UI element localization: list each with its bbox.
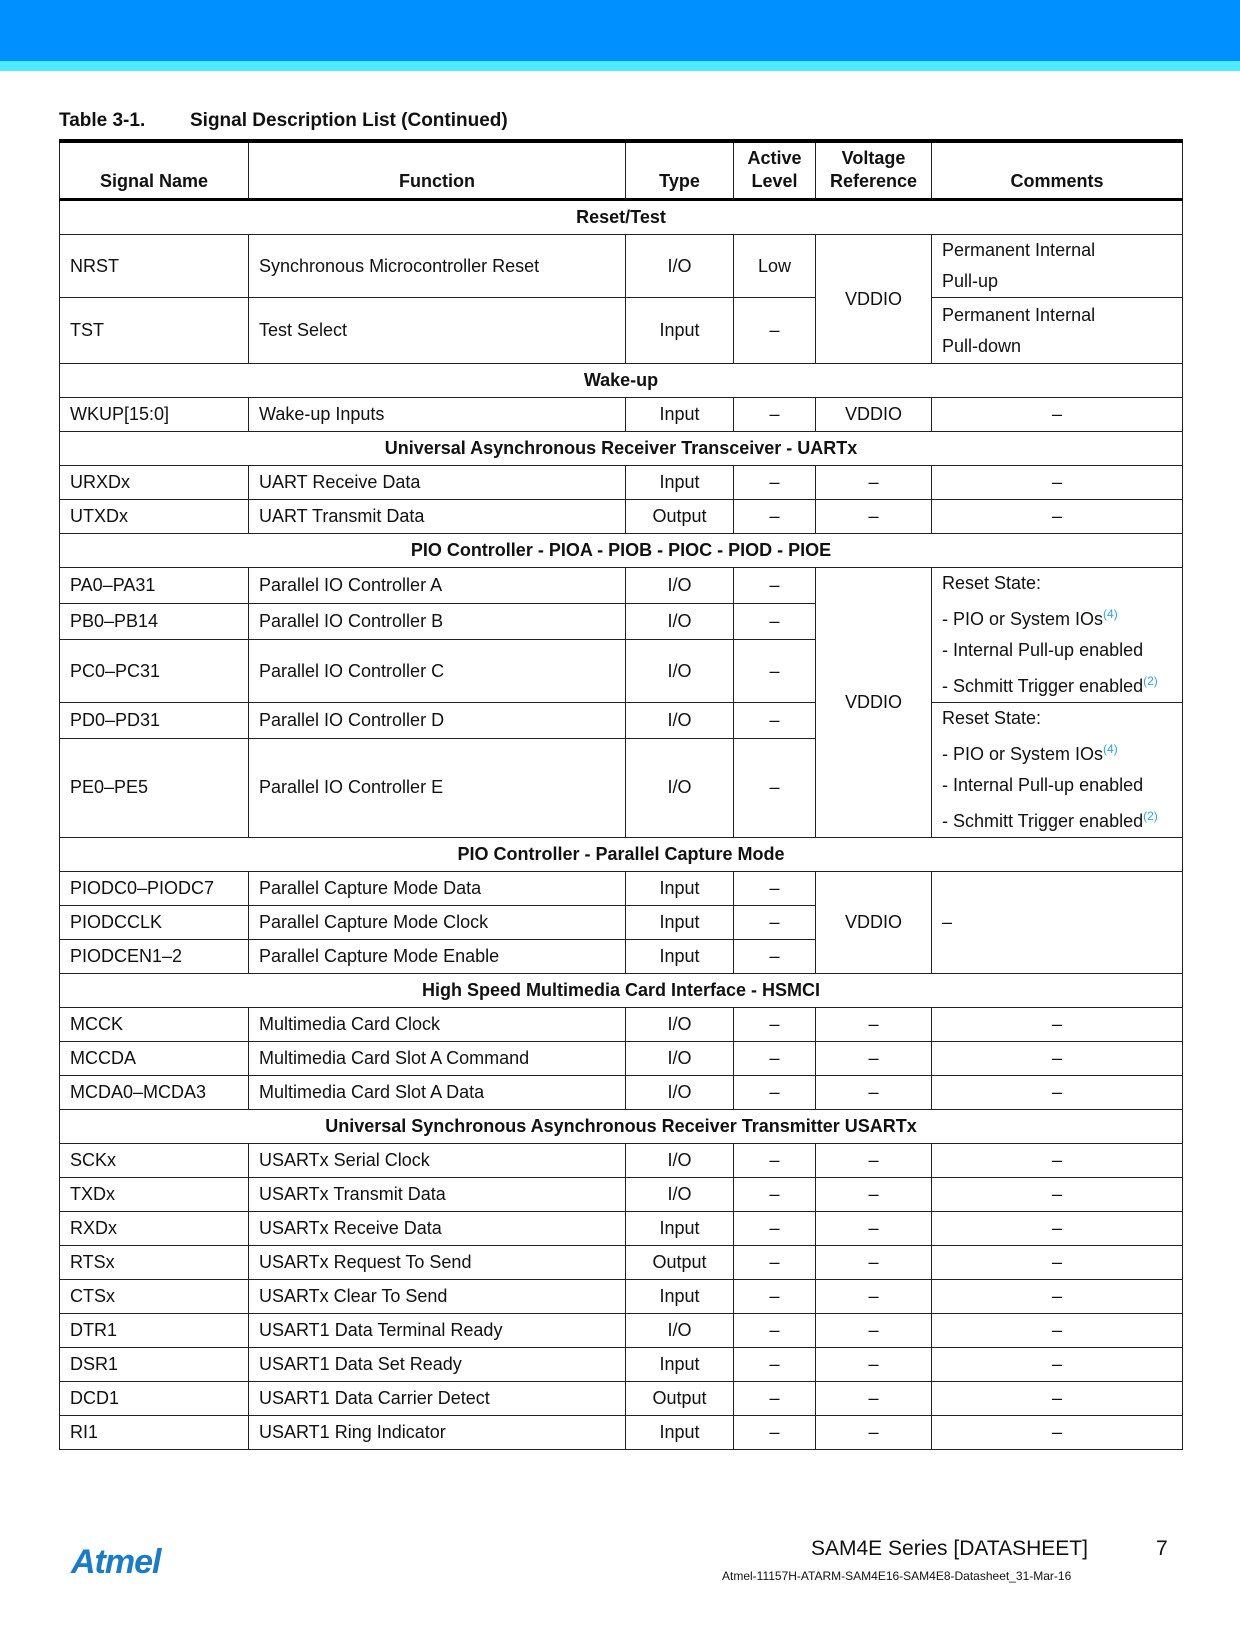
signal-name: RXDx [60, 1212, 249, 1246]
active-level: – [734, 1348, 816, 1382]
table-row [60, 1008, 1183, 1042]
voltage-reference: VDDIO [816, 398, 932, 432]
comments: – [932, 1382, 1183, 1416]
type: Input [626, 1212, 734, 1246]
active-level: – [734, 398, 816, 432]
section-row [60, 432, 1183, 466]
function: Parallel Capture Mode Data [249, 872, 626, 906]
function: USARTx Receive Data [249, 1212, 626, 1246]
section-title: PIO Controller - Parallel Capture Mode [60, 838, 1183, 872]
type: I/O [626, 1076, 734, 1110]
table-caption [59, 110, 508, 132]
table-row [60, 235, 1183, 298]
comment-line: - Internal Pull-up enabled [942, 640, 1144, 660]
table-row [60, 1382, 1183, 1416]
type: Input [626, 872, 734, 906]
function: Parallel IO Controller A [249, 568, 626, 604]
signal-name: RTSx [60, 1246, 249, 1280]
table-row [60, 1178, 1183, 1212]
function: Test Select [249, 298, 626, 364]
active-level: – [734, 1008, 816, 1042]
function: UART Receive Data [249, 466, 626, 500]
signal-name: PE0–PE5 [60, 738, 249, 837]
section-title: Universal Asynchronous Receiver Transceiver - UARTx [60, 432, 1183, 466]
signal-name: DSR1 [60, 1348, 249, 1382]
active-level: – [734, 1246, 816, 1280]
header-vref-2: Reference [829, 171, 918, 191]
table-header-row [60, 141, 1183, 200]
section-row [60, 974, 1183, 1008]
comment-line: - Schmitt Trigger enabled [942, 676, 1144, 696]
section-title: Universal Synchronous Asynchronous Receiver Transmitter USARTx [60, 1110, 1183, 1144]
active-level: – [734, 1280, 816, 1314]
signal-name: PIODCCLK [60, 906, 249, 940]
voltage-reference: – [816, 1042, 932, 1076]
active-level: – [734, 738, 816, 837]
comments: – [932, 1314, 1183, 1348]
comment-line: - PIO or System IOs [942, 744, 1104, 764]
type: I/O [626, 568, 734, 604]
function: USART1 Data Carrier Detect [249, 1382, 626, 1416]
signal-name: MCDA0–MCDA3 [60, 1076, 249, 1110]
voltage-reference: VDDIO [816, 235, 932, 364]
comments: – [932, 1348, 1183, 1382]
table-row [60, 298, 1183, 364]
signal-name: NRST [60, 235, 249, 298]
header-comments: Comments [932, 141, 1183, 200]
type: I/O [626, 703, 734, 739]
signal-name: URXDx [60, 466, 249, 500]
comments: – [932, 1008, 1183, 1042]
signal-name: DTR1 [60, 1314, 249, 1348]
function: Parallel IO Controller D [249, 703, 626, 739]
table-row [60, 1144, 1183, 1178]
type: I/O [626, 1144, 734, 1178]
function: USARTx Request To Send [249, 1246, 626, 1280]
voltage-reference: – [816, 466, 932, 500]
signal-name: PB0–PB14 [60, 604, 249, 640]
comments: – [932, 1280, 1183, 1314]
voltage-reference: – [816, 1348, 932, 1382]
active-level: – [734, 906, 816, 940]
active-level: – [734, 1314, 816, 1348]
type: Input [626, 298, 734, 364]
comment-line: - Schmitt Trigger enabled [942, 811, 1144, 831]
active-level: – [734, 1178, 816, 1212]
section-title: Wake-up [60, 364, 1183, 398]
type: Input [626, 1416, 734, 1450]
header-signal-name: Signal Name [60, 141, 249, 200]
comments: – [932, 500, 1183, 534]
section-row [60, 534, 1183, 568]
signal-name: UTXDx [60, 500, 249, 534]
voltage-reference: – [816, 1212, 932, 1246]
table-row [60, 568, 1183, 604]
table-row [60, 1280, 1183, 1314]
type: Input [626, 906, 734, 940]
function: Multimedia Card Slot A Data [249, 1076, 626, 1110]
comments: – [932, 1246, 1183, 1280]
page-number: 7 [1156, 1537, 1168, 1560]
function: USART1 Data Set Ready [249, 1348, 626, 1382]
function: UART Transmit Data [249, 500, 626, 534]
comment-line: - Internal Pull-up enabled [942, 775, 1144, 795]
type: Output [626, 1246, 734, 1280]
header-type: Type [626, 141, 734, 200]
header-active-2: Level [751, 171, 798, 191]
type: Input [626, 940, 734, 974]
comment-line: Reset State: [942, 573, 1042, 593]
signal-name: WKUP[15:0] [60, 398, 249, 432]
section-row [60, 838, 1183, 872]
signal-name: TXDx [60, 1178, 249, 1212]
signal-name: PD0–PD31 [60, 703, 249, 739]
table-row [60, 500, 1183, 534]
voltage-reference: – [816, 1416, 932, 1450]
voltage-reference: – [816, 500, 932, 534]
active-level: – [734, 1076, 816, 1110]
voltage-reference: – [816, 1144, 932, 1178]
type: Input [626, 1280, 734, 1314]
table-row [60, 872, 1183, 906]
active-level: Low [734, 235, 816, 298]
comments: – [932, 1178, 1183, 1212]
section-title: PIO Controller - PIOA - PIOB - PIOC - PIOD - PIOE [60, 534, 1183, 568]
comments [932, 298, 1183, 364]
active-level: – [734, 604, 816, 640]
function: Parallel IO Controller B [249, 604, 626, 640]
type: I/O [626, 235, 734, 298]
active-level: – [734, 500, 816, 534]
function: USART1 Ring Indicator [249, 1416, 626, 1450]
function: USARTx Serial Clock [249, 1144, 626, 1178]
signal-description-table [59, 139, 1183, 1450]
comments [932, 703, 1183, 838]
comment-line: Reset State: [942, 708, 1042, 728]
table-row [60, 1314, 1183, 1348]
signal-name: PC0–PC31 [60, 640, 249, 703]
table-row [60, 703, 1183, 739]
voltage-reference: VDDIO [816, 568, 932, 838]
function: Parallel IO Controller E [249, 738, 626, 837]
signal-name: MCCDA [60, 1042, 249, 1076]
table-row [60, 1416, 1183, 1450]
active-level: – [734, 703, 816, 739]
comments: – [932, 1144, 1183, 1178]
header-function: Function [249, 141, 626, 200]
signal-name: MCCK [60, 1008, 249, 1042]
header-voltage-reference [816, 141, 932, 200]
footnote-ref-link[interactable]: (4) [1103, 607, 1118, 621]
function: USARTx Transmit Data [249, 1178, 626, 1212]
comments: – [932, 466, 1183, 500]
section-row [60, 1110, 1183, 1144]
table-row [60, 1246, 1183, 1280]
type: Input [626, 398, 734, 432]
voltage-reference: – [816, 1246, 932, 1280]
signal-name: RI1 [60, 1416, 249, 1450]
signal-name: PIODCEN1–2 [60, 940, 249, 974]
table-row [60, 1348, 1183, 1382]
comments [932, 235, 1183, 298]
section-row [60, 364, 1183, 398]
active-level: – [734, 298, 816, 364]
function: Multimedia Card Clock [249, 1008, 626, 1042]
type: I/O [626, 1042, 734, 1076]
footer-document-title: SAM4E Series [DATASHEET] [811, 1537, 1088, 1560]
header-band [0, 0, 1240, 61]
header-active-1: Active [747, 148, 802, 168]
section-title: Reset/Test [60, 200, 1183, 235]
section-row [60, 200, 1183, 235]
section-title: High Speed Multimedia Card Interface - HSMCI [60, 974, 1183, 1008]
type: I/O [626, 640, 734, 703]
table-row [60, 466, 1183, 500]
type: I/O [626, 738, 734, 837]
footnote-ref-link[interactable]: (4) [1103, 742, 1118, 756]
table-row [60, 1076, 1183, 1110]
active-level: – [734, 1416, 816, 1450]
footer-document-id: Atmel-11157H-ATARM-SAM4E16-SAM4E8-Datasheet_31-Mar-16 [722, 1569, 1072, 1583]
type: Output [626, 500, 734, 534]
header-stripe [0, 61, 1240, 71]
voltage-reference: VDDIO [816, 872, 932, 974]
comment-line: Permanent Internal [942, 240, 1096, 260]
voltage-reference: – [816, 1280, 932, 1314]
table-row [60, 1042, 1183, 1076]
type: Input [626, 466, 734, 500]
signal-name: SCKx [60, 1144, 249, 1178]
function: Multimedia Card Slot A Command [249, 1042, 626, 1076]
comments: – [932, 1212, 1183, 1246]
voltage-reference: – [816, 1178, 932, 1212]
footnote-ref-link[interactable]: (2) [1143, 809, 1158, 823]
comments: – [932, 398, 1183, 432]
table-title: Signal Description List (Continued) [190, 110, 508, 131]
comments: – [932, 1076, 1183, 1110]
type: I/O [626, 604, 734, 640]
comment-line: - PIO or System IOs [942, 609, 1104, 629]
type: I/O [626, 1178, 734, 1212]
type: I/O [626, 1008, 734, 1042]
type: Input [626, 1348, 734, 1382]
active-level: – [734, 1382, 816, 1416]
active-level: – [734, 1212, 816, 1246]
signal-name: DCD1 [60, 1382, 249, 1416]
table-row [60, 1212, 1183, 1246]
function: Parallel Capture Mode Enable [249, 940, 626, 974]
function: Wake-up Inputs [249, 398, 626, 432]
type: Output [626, 1382, 734, 1416]
signal-name: PIODC0–PIODC7 [60, 872, 249, 906]
voltage-reference: – [816, 1382, 932, 1416]
comments: – [932, 1042, 1183, 1076]
function: USARTx Clear To Send [249, 1280, 626, 1314]
comments: – [932, 872, 1183, 974]
voltage-reference: – [816, 1314, 932, 1348]
function: Synchronous Microcontroller Reset [249, 235, 626, 298]
comment-line: Pull-down [942, 335, 1022, 356]
signal-name: TST [60, 298, 249, 364]
active-level: – [734, 466, 816, 500]
table-row [60, 398, 1183, 432]
type: I/O [626, 1314, 734, 1348]
comments [932, 568, 1183, 703]
active-level: – [734, 568, 816, 604]
table-number: Table 3-1. [59, 110, 146, 131]
active-level: – [734, 640, 816, 703]
active-level: – [734, 940, 816, 974]
active-level: – [734, 1144, 816, 1178]
function: Parallel IO Controller C [249, 640, 626, 703]
signal-name: PA0–PA31 [60, 568, 249, 604]
active-level: – [734, 1042, 816, 1076]
voltage-reference: – [816, 1076, 932, 1110]
header-vref-1: Voltage [841, 148, 906, 168]
comment-line: Permanent Internal [942, 304, 1096, 325]
atmel-logo: Atmel [71, 1543, 161, 1581]
header-active-level [734, 141, 816, 200]
voltage-reference: – [816, 1008, 932, 1042]
function: Parallel Capture Mode Clock [249, 906, 626, 940]
signal-name: CTSx [60, 1280, 249, 1314]
footnote-ref-link[interactable]: (2) [1143, 674, 1158, 688]
comment-line: Pull-up [942, 271, 999, 291]
active-level: – [734, 872, 816, 906]
comments: – [932, 1416, 1183, 1450]
function: USART1 Data Terminal Ready [249, 1314, 626, 1348]
